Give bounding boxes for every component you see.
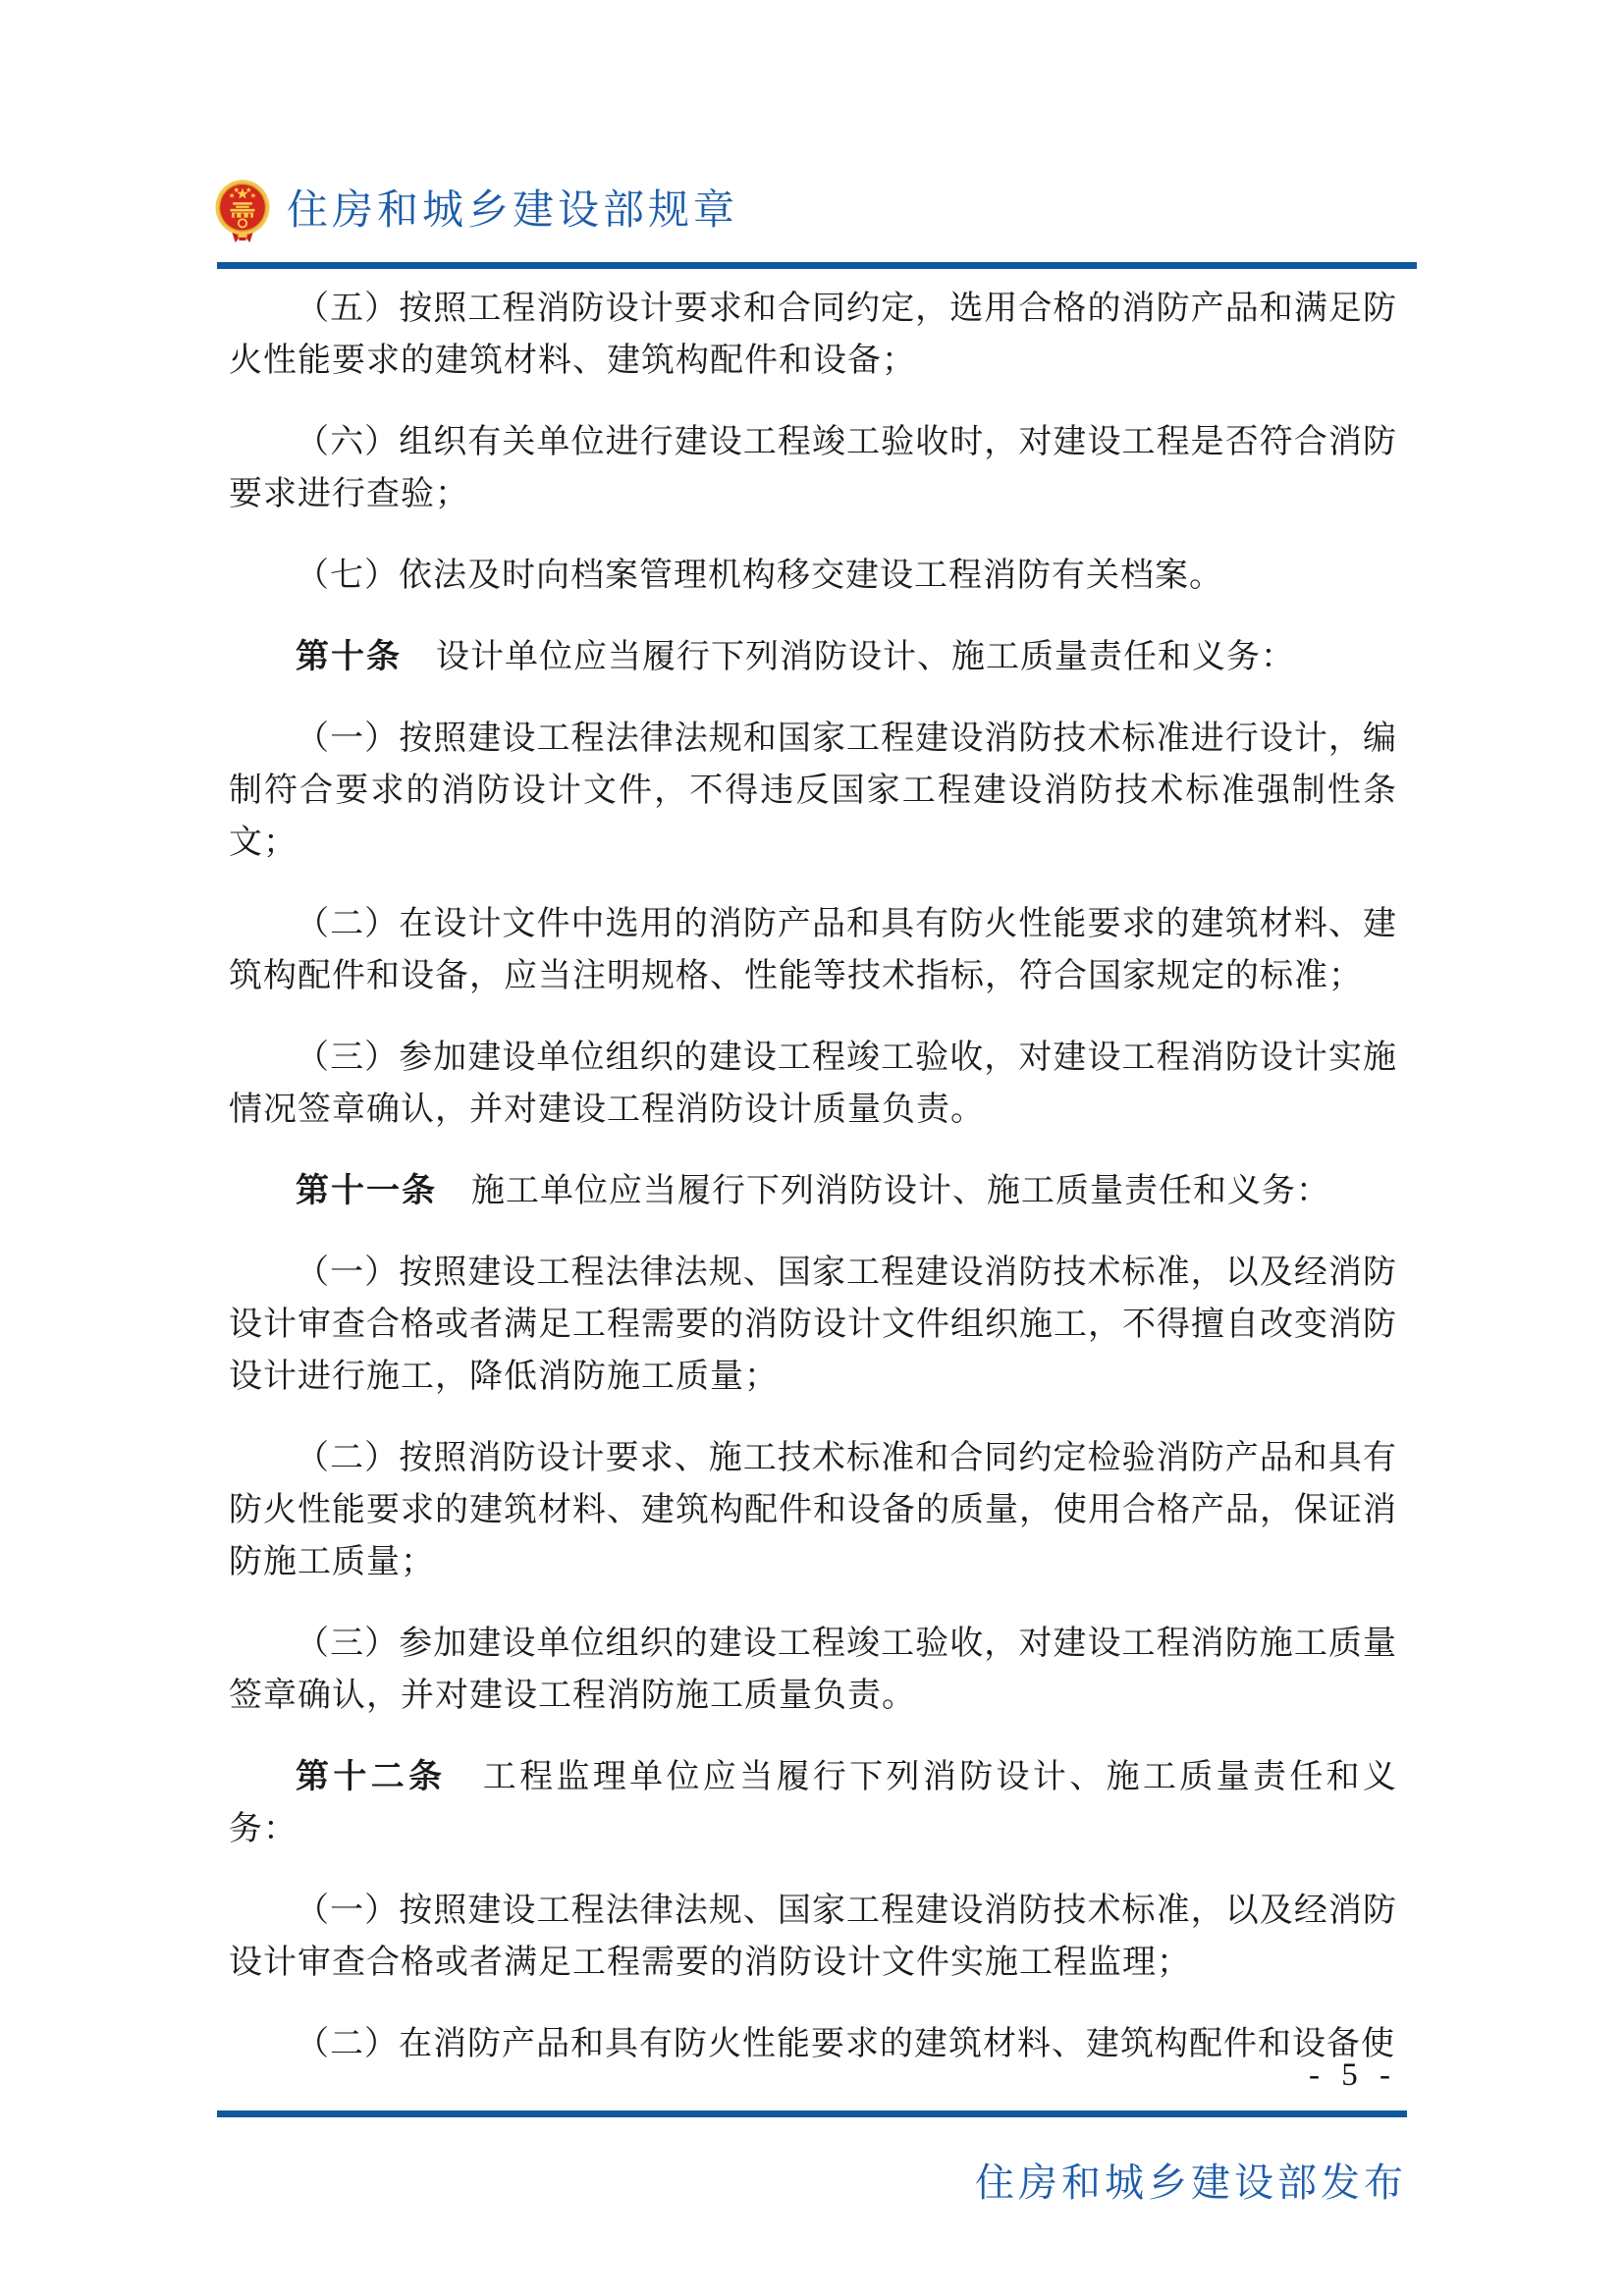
paragraph-text: （七）依法及时向档案管理机构移交建设工程消防有关档案。: [296, 558, 1223, 594]
body-paragraph: [229, 1032, 1397, 1136]
paragraph-text: 施工单位应当履行下列消防设计、施工质量责任和义务：: [437, 1173, 1330, 1209]
body-paragraph: [229, 898, 1397, 1002]
body-paragraph: [229, 713, 1397, 869]
paragraph-text: （三）参加建设单位组织的建设工程竣工验收，对建设工程消防设计实施情况签章确认，并对建设工程消防设计质量负责。: [229, 1040, 1397, 1128]
paragraph-text: （三）参加建设单位组织的建设工程竣工验收，对建设工程消防施工质量签章确认，并对建设工程消防施工质量负责。: [229, 1626, 1397, 1714]
document-body: [229, 283, 1397, 2070]
paragraph-text: （六）组织有关单位进行建设工程竣工验收时，对建设工程是否符合消防要求进行查验；: [229, 424, 1397, 512]
paragraph-text: （一）按照建设工程法律法规、国家工程建设消防技术标准，以及经消防设计审查合格或者满足工程需要的消防设计文件组织施工，不得擅自改变消防设计进行施工，降低消防施工质量；: [229, 1255, 1397, 1395]
page-number: - 5 -: [1309, 2057, 1397, 2093]
footer-divider: [217, 2110, 1407, 2117]
body-paragraph: [229, 550, 1397, 602]
paragraph-text: （五）按照工程消防设计要求和合同约定，选用合格的消防产品和满足防火性能要求的建筑材料、建筑构配件和设备；: [229, 291, 1397, 379]
article-heading: 第十一条: [296, 1172, 437, 1209]
paragraph-text: 工程监理单位应当履行下列消防设计、施工质量责任和义务：: [229, 1759, 1398, 1847]
article-heading: 第十二条: [296, 1758, 447, 1795]
paragraph-text: （二）按照消防设计要求、施工技术标准和合同约定检验消防产品和具有防火性能要求的建筑材料、建筑构配件和设备的质量，使用合格产品，保证消防施工质量；: [229, 1440, 1397, 1580]
body-paragraph: [229, 1618, 1397, 1722]
body-paragraph: [229, 1751, 1397, 1855]
paragraph-text: 设计单位应当履行下列消防设计、施工质量责任和义务：: [402, 639, 1295, 675]
body-paragraph: [229, 1885, 1397, 1989]
paragraph-text: （一）按照建设工程法律法规、国家工程建设消防技术标准，以及经消防设计审查合格或者满足工程需要的消防设计文件实施工程监理；: [229, 1893, 1397, 1981]
body-paragraph: [229, 283, 1397, 387]
paragraph-text: （二）在消防产品和具有防火性能要求的建筑材料、建筑构配件和设备使: [296, 2026, 1395, 2062]
page-title: 住房和城乡建设部规章: [287, 188, 739, 234]
body-paragraph: [229, 631, 1397, 683]
body-paragraph: [229, 1165, 1397, 1217]
body-paragraph: [229, 1247, 1397, 1403]
national-emblem-icon: [215, 179, 270, 247]
publisher-line: 住房和城乡建设部发布: [975, 2161, 1407, 2205]
paragraph-text: （一）按照建设工程法律法规和国家工程建设消防技术标准进行设计，编制符合要求的消防设计文件，不得违反国家工程建设消防技术标准强制性条文；: [229, 721, 1397, 861]
body-paragraph: [229, 416, 1397, 520]
article-heading: 第十条: [296, 638, 402, 675]
header-divider: [217, 262, 1417, 269]
paragraph-text: （二）在设计文件中选用的消防产品和具有防火性能要求的建筑材料、建筑构配件和设备，应当注明规格、性能等技术指标，符合国家规定的标准；: [229, 906, 1397, 994]
body-paragraph: [229, 1432, 1397, 1588]
